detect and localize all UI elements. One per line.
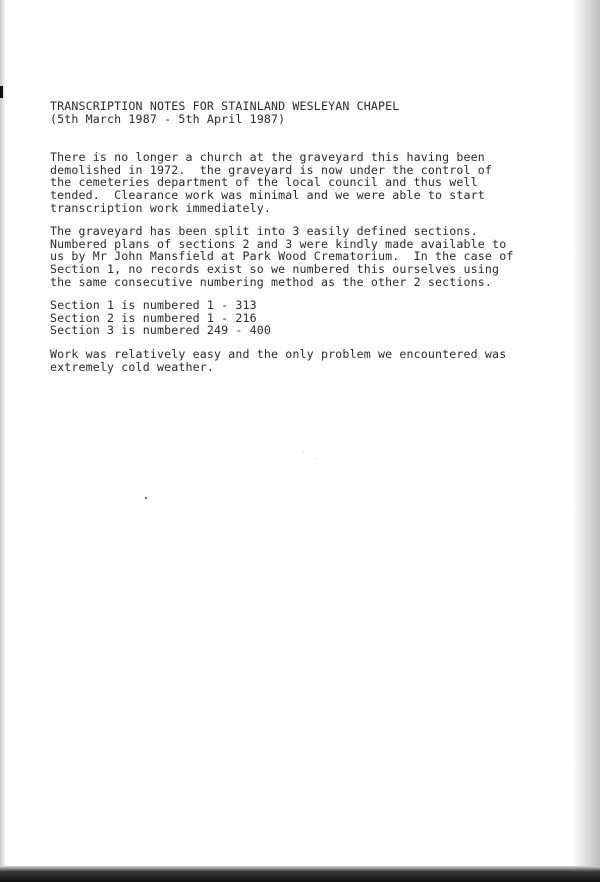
text-line: tended. Clearance work was minimal and we were able to start bbox=[50, 187, 485, 202]
text-line: Numbered plans of sections 2 and 3 were kindly made available to bbox=[50, 236, 507, 251]
left-edge-mark bbox=[0, 86, 3, 98]
paragraph-working-conditions bbox=[50, 348, 550, 373]
text-line: transcription work immediately. bbox=[50, 200, 272, 215]
scan-speck bbox=[303, 452, 304, 453]
text-line: extremely cold weather. bbox=[50, 359, 214, 374]
bottom-scan-edge bbox=[0, 866, 600, 882]
text-line: Work was relatively easy and the only problem we encountered was bbox=[50, 346, 507, 361]
section-numbering-item: Section 2 is numbered 1 - 216 bbox=[50, 310, 257, 325]
text-line: Section 1, no records exist so we numbered this ourselves using bbox=[50, 261, 500, 276]
text-line: the same consecutive numbering method as the other 2 sections. bbox=[50, 274, 493, 289]
section-numbering-item: Section 3 is numbered 249 - 400 bbox=[50, 323, 272, 338]
scan-speck bbox=[316, 458, 317, 459]
text-line: demolished in 1972. the graveyard is now under the control of bbox=[50, 162, 493, 177]
scan-speck bbox=[145, 497, 147, 499]
text-line: The graveyard has been split into 3 easily defined sections. bbox=[50, 224, 478, 239]
text-line: There is no longer a church at the graveyard this having been bbox=[50, 150, 485, 165]
section-numbering-item: Section 1 is numbered 1 - 313 bbox=[50, 298, 257, 313]
paragraph-sections-explained bbox=[50, 225, 550, 288]
transcription-notes bbox=[50, 100, 550, 373]
text-line: the cemeteries department of the local council and thus well bbox=[50, 175, 478, 190]
spacer bbox=[50, 125, 550, 151]
section-numbering-list bbox=[50, 299, 550, 337]
text-line: us by Mr John Mansfield at Park Wood Crematorium. In the case of bbox=[50, 249, 514, 264]
left-page-edge bbox=[0, 0, 5, 882]
paragraph-site-description bbox=[50, 151, 550, 214]
document-title: TRANSCRIPTION NOTES FOR STAINLAND WESLEYAN CHAPEL bbox=[50, 99, 400, 113]
right-scan-shadow bbox=[572, 0, 600, 882]
document-date-range: (5th March 1987 - 5th April 1987) bbox=[50, 111, 286, 126]
